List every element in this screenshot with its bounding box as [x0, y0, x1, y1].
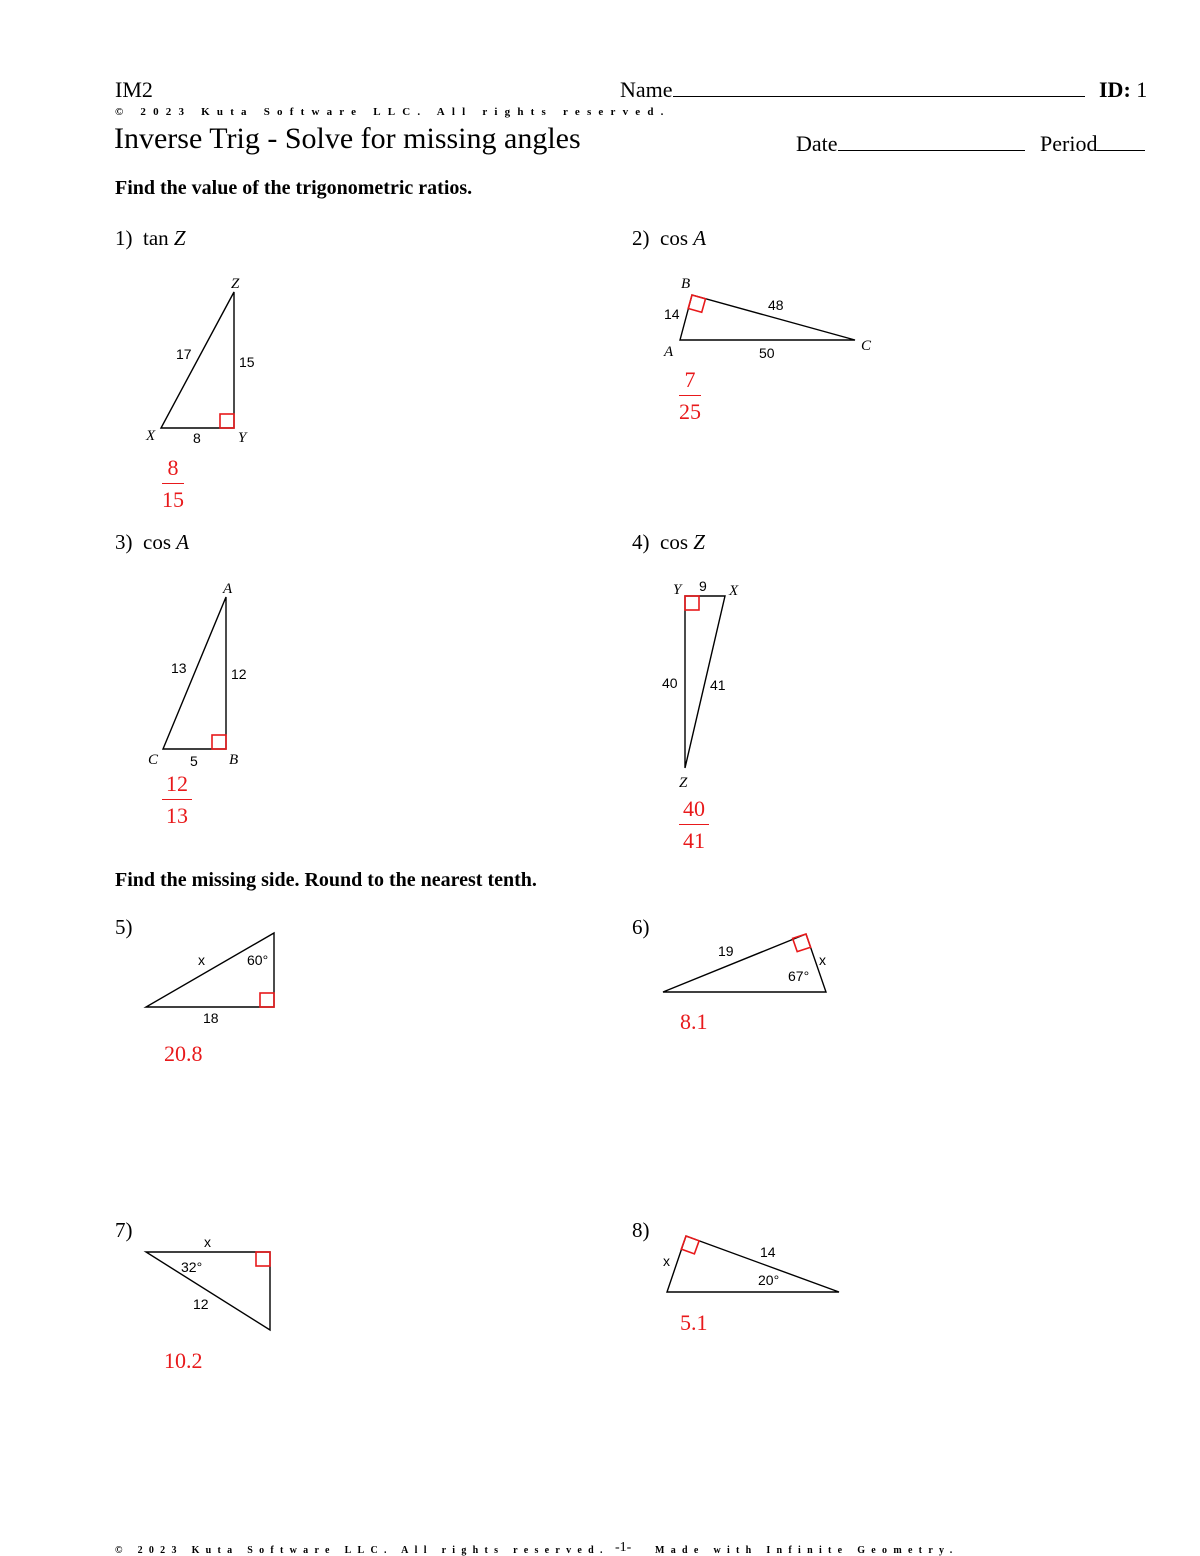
- problem-5-prompt: 5): [115, 915, 133, 939]
- problem-4-triangle: [655, 575, 775, 795]
- vertex-label: B: [229, 752, 239, 768]
- problem-7-triangle: [140, 1230, 290, 1340]
- vertex-label: A: [664, 344, 674, 360]
- side-length: 50: [759, 345, 775, 361]
- side-label: 14: [760, 1244, 776, 1260]
- date-field[interactable]: [796, 131, 1025, 157]
- problem-5-triangle: [140, 925, 290, 1035]
- angle-label: 60°: [247, 952, 269, 968]
- problem-2-answer: [679, 367, 701, 425]
- angle-label: 67°: [788, 968, 810, 984]
- side-length: 17: [176, 346, 192, 362]
- problem-1-prompt: [115, 226, 186, 251]
- course-label: IM2: [115, 77, 153, 102]
- footer-copyright: © 2023 Kuta Software LLC. All rights reserved.: [115, 1545, 609, 1556]
- right-angle-marker: [220, 414, 234, 428]
- side-label: 18: [203, 1010, 219, 1026]
- side-length: 48: [768, 297, 784, 313]
- vertex-label: X: [146, 428, 156, 444]
- problem-3-triangle: [140, 575, 280, 775]
- problem-number: 1): [115, 226, 133, 250]
- vertex-label: Z: [679, 775, 688, 791]
- section2-instruction: Find the missing side. Round to the nearest tenth.: [115, 869, 537, 891]
- page-title: Inverse Trig - Solve for missing angles: [114, 122, 581, 155]
- right-angle-marker: [681, 1236, 699, 1254]
- answer-numerator: 8: [162, 455, 184, 484]
- problem-4-prompt: [632, 530, 705, 555]
- side-length: 8: [193, 430, 201, 446]
- period-label: Period: [1040, 131, 1098, 156]
- problem-3-answer: [162, 771, 192, 829]
- name-field[interactable]: [620, 77, 1085, 103]
- right-angle-marker: [685, 596, 699, 610]
- problem-3-prompt: [115, 530, 189, 555]
- problem-2-prompt: [632, 226, 706, 251]
- period-line: [1097, 150, 1145, 151]
- right-angle-marker: [688, 295, 705, 312]
- side-label: x: [198, 952, 205, 968]
- right-angle-marker: [793, 934, 811, 952]
- trig-function: cos: [660, 530, 688, 554]
- problem-1-answer: [162, 455, 184, 513]
- answer-numerator: 7: [679, 367, 701, 396]
- answer-denominator: 15: [162, 487, 184, 512]
- vertex-label: C: [861, 338, 872, 354]
- side-length: 40: [662, 675, 678, 691]
- side-label: 19: [718, 943, 734, 959]
- vertex-label: C: [148, 752, 159, 768]
- problem-2-triangle: [655, 270, 895, 365]
- angle-variable: A: [693, 226, 707, 250]
- right-angle-marker: [260, 993, 274, 1007]
- triangle-outline: [161, 292, 234, 428]
- id-label: ID:: [1099, 77, 1131, 102]
- date-label: Date: [796, 131, 838, 156]
- triangle-outline: [146, 1252, 270, 1330]
- problem-8-prompt: 8): [632, 1218, 650, 1242]
- side-label: 12: [193, 1296, 209, 1312]
- trig-function: cos: [143, 530, 171, 554]
- problem-6-prompt: 6): [632, 915, 650, 939]
- vertex-label: A: [223, 581, 233, 597]
- footer-made-with: Made with Infinite Geometry.: [655, 1545, 959, 1556]
- answer-numerator: 12: [162, 771, 192, 800]
- problem-4-answer: [679, 796, 709, 854]
- triangle-outline: [146, 933, 274, 1007]
- angle-variable: A: [176, 530, 190, 554]
- answer-numerator: 40: [679, 796, 709, 825]
- vertex-label: X: [729, 583, 739, 599]
- problem-8-answer: 5.1: [680, 1310, 708, 1335]
- problem-1-triangle: [140, 270, 280, 450]
- vertex-label: Z: [231, 276, 240, 292]
- name-line: [673, 96, 1085, 97]
- angle-variable: Z: [173, 226, 186, 250]
- side-length: 12: [231, 666, 247, 682]
- side-label: x: [204, 1234, 211, 1250]
- problem-6-answer: 8.1: [680, 1009, 708, 1034]
- id-field: [1099, 77, 1147, 103]
- vertex-label: B: [681, 276, 691, 292]
- angle-variable: Z: [693, 530, 705, 554]
- angle-label: 32°: [181, 1259, 203, 1275]
- side-length: 13: [171, 660, 187, 676]
- side-length: 15: [239, 354, 255, 370]
- problem-7-answer: 10.2: [164, 1348, 203, 1373]
- answer-denominator: 25: [679, 399, 701, 424]
- trig-function: cos: [660, 226, 688, 250]
- problem-7-prompt: 7): [115, 1218, 133, 1242]
- period-field[interactable]: [1040, 131, 1145, 157]
- name-label: Name: [620, 77, 673, 102]
- id-value: 1: [1136, 77, 1148, 102]
- side-length: 14: [664, 306, 680, 322]
- side-label: x: [819, 952, 826, 968]
- problem-number: 4): [632, 530, 650, 554]
- vertex-label: Y: [673, 582, 682, 598]
- right-angle-marker: [256, 1252, 270, 1266]
- date-line: [838, 150, 1025, 151]
- section1-instruction: Find the value of the trigonometric ratios.: [115, 177, 473, 199]
- trig-function: tan: [143, 226, 169, 250]
- problem-number: 3): [115, 530, 133, 554]
- triangle-outline: [667, 1236, 839, 1292]
- copyright-header: © 2023 Kuta Software LLC. All rights reserved.: [115, 106, 671, 118]
- vertex-label: Y: [238, 430, 247, 446]
- side-length: 5: [190, 753, 198, 769]
- answer-denominator: 13: [166, 803, 188, 828]
- side-length: 9: [699, 578, 707, 594]
- page-number: -1-: [615, 1540, 632, 1555]
- problem-number: 2): [632, 226, 650, 250]
- problem-8-triangle: [655, 1230, 855, 1305]
- answer-denominator: 41: [683, 828, 705, 853]
- angle-label: 20°: [758, 1272, 780, 1288]
- problem-5-answer: 20.8: [164, 1041, 203, 1066]
- side-length: 41: [710, 677, 726, 693]
- side-label: x: [663, 1253, 670, 1269]
- problem-6-triangle: [655, 925, 845, 1005]
- right-angle-marker: [212, 735, 226, 749]
